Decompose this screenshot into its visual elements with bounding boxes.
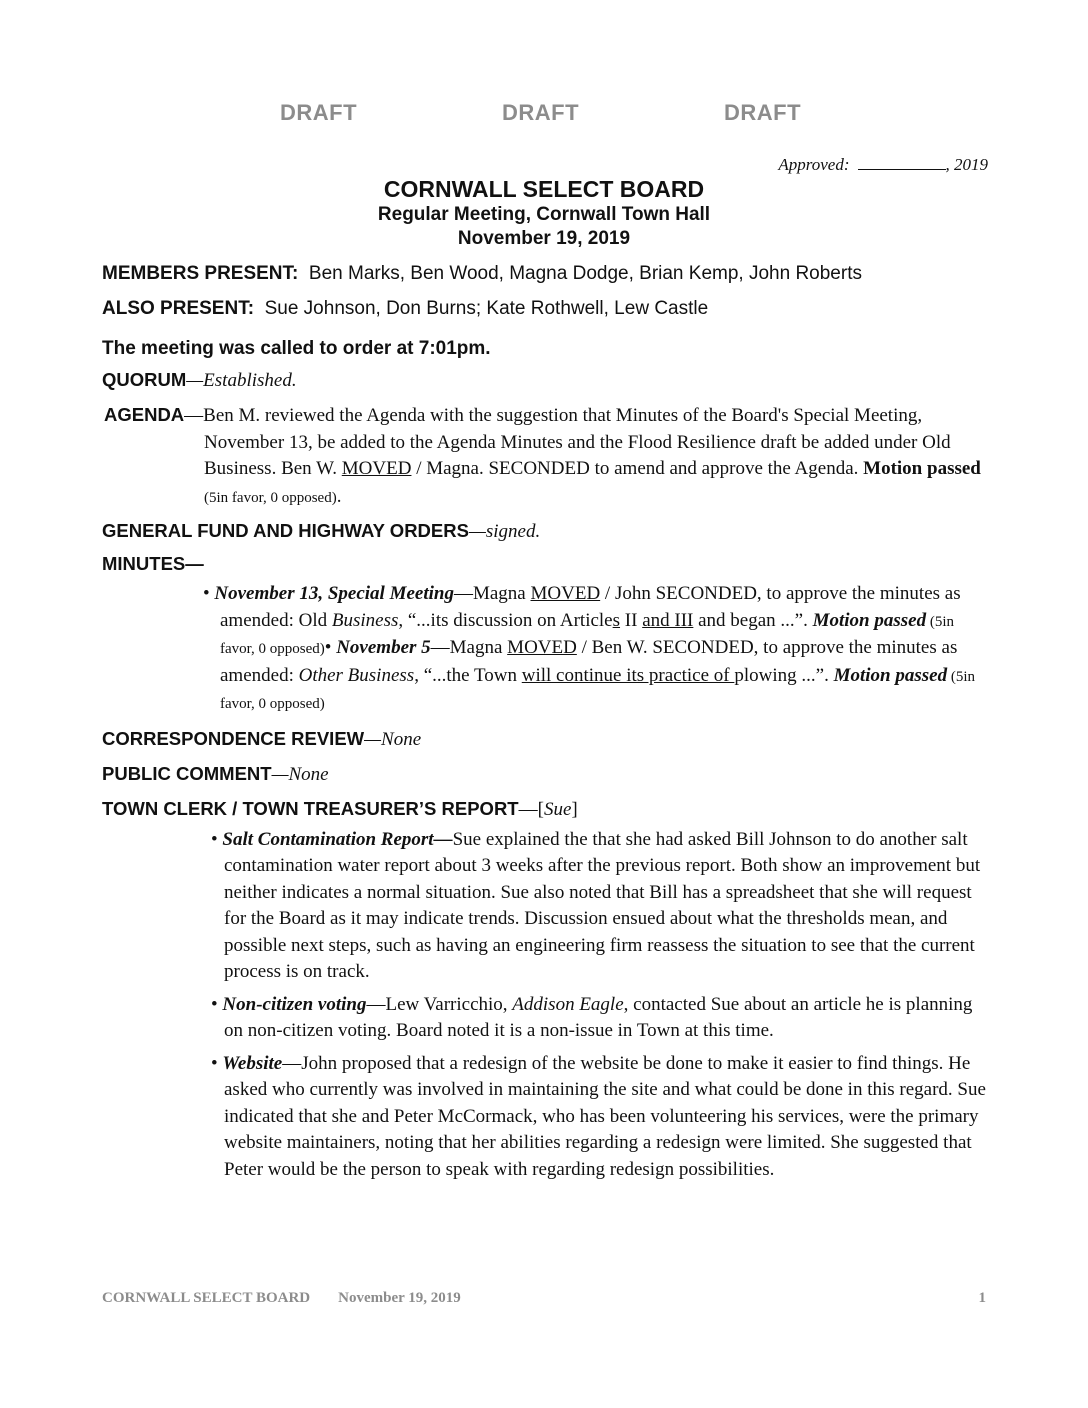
- nov13-and-iii: and III: [642, 609, 694, 631]
- public-comment-label: PUBLIC COMMENT: [102, 762, 272, 784]
- minutes-body: [102, 263, 992, 1183]
- orders-label: GENERAL FUND AND HIGHWAY ORDERS: [102, 520, 469, 541]
- nov5-moved: MOVED: [507, 637, 577, 658]
- draft-watermarks: [0, 100, 1088, 130]
- agenda-text: —Ben M. reviewed the Agenda with the suggestion that Minutes of the Board's Special Meeting, November 13, be added to the Agenda Minutes and the Flood Resilience draft be added under Old Business. Ben W.: [184, 405, 951, 479]
- also-present: [102, 298, 992, 320]
- approval-line: [778, 155, 988, 175]
- salt-title: Salt Contamination Report—: [222, 828, 453, 850]
- bullet: •: [211, 828, 218, 850]
- page-number: 1: [978, 1290, 986, 1306]
- orders-section: [102, 520, 992, 543]
- nov13-text-5: and began ...”.: [693, 609, 813, 631]
- draft-mark: DRAFT: [724, 100, 802, 125]
- bullet: •: [211, 1052, 218, 1074]
- document-subtitle: Regular Meeting, Cornwall Town Hall: [377, 204, 711, 225]
- nov5-will-continue: will continue its practice of: [521, 664, 735, 686]
- public-comment-section: [102, 763, 992, 786]
- clerk-close: ]: [571, 798, 578, 820]
- agenda-label: AGENDA: [104, 404, 185, 425]
- agenda-motion: Motion passed: [863, 458, 981, 479]
- clerk-section: [102, 798, 992, 821]
- nov5-text-4: plowing ...”.: [734, 664, 834, 686]
- nov5-motion: Motion passed: [833, 664, 948, 686]
- footer-date: November 19, 2019: [338, 1290, 461, 1306]
- agenda-text-2: / Magna. SECONDED to amend and approve the Agenda.: [411, 458, 864, 479]
- nov13-text-2: / John SECONDED, to approve the minutes as amended: Old: [220, 583, 961, 631]
- clerk-who: Sue: [543, 798, 572, 820]
- correspondence-label: CORRESPONDENCE REVIEW: [102, 727, 365, 749]
- voting-title: Non-citizen voting: [222, 993, 367, 1015]
- clerk-item-voting: [102, 992, 992, 1045]
- minutes-item: [102, 581, 992, 718]
- meeting-date: November 19, 2019: [457, 228, 631, 249]
- nov5-tally: (5in favor, 0 opposed): [220, 668, 976, 712]
- correspondence-text: —None: [364, 728, 422, 750]
- quorum-text: —Established.: [186, 370, 297, 391]
- clerk-label: TOWN CLERK / TOWN TREASURER’S REPORT: [102, 797, 519, 819]
- voting-pre: —Lew Varricchio,: [366, 993, 513, 1015]
- minutes-section: [102, 553, 992, 575]
- nov13-motion: Motion passed: [812, 609, 927, 631]
- members-present: [102, 263, 992, 285]
- agenda-end: .: [336, 485, 342, 507]
- bullet: •: [211, 993, 218, 1015]
- quorum-section: [102, 369, 992, 392]
- clerk-item-website: [102, 1051, 992, 1184]
- nov13-moved: MOVED: [530, 583, 601, 604]
- bullet: •: [203, 583, 210, 604]
- website-title: Website: [222, 1052, 283, 1074]
- page-footer: [102, 1290, 986, 1307]
- agenda-moved: MOVED: [341, 458, 412, 479]
- salt-text: Sue explained the that she had asked Bill Johnson to do another salt contamination water report about 3 weeks after the previous report. Both show an improvement but neither indicates a normal situation. Sue also noted that Bill has a spreadsheet that she will request for the Board as it may indicate trends. Discussion ensued about what the thresholds mean, and possible next steps, such as having an engineering firm reassess the situation to see that the current process is on track.: [224, 828, 981, 982]
- also-names: Sue Johnson, Don Burns; Kate Rothwell, Lew Castle: [264, 298, 709, 319]
- nov13-text-3: , “...its discussion on Article: [398, 609, 613, 631]
- nov5-text-3: , “...the Town: [414, 664, 522, 686]
- nov13-title: November 13, Special Meeting: [214, 583, 454, 604]
- approved-label: Approved:: [778, 155, 850, 174]
- nov13-s: s: [612, 609, 621, 631]
- call-to-order: [102, 338, 992, 360]
- also-label: ALSO PRESENT:: [102, 298, 255, 319]
- voting-paper: Addison Eagle: [512, 993, 624, 1015]
- public-comment-text: —None: [271, 763, 329, 785]
- approval-date-blank: [858, 155, 946, 170]
- nov13-text-4: II: [620, 609, 643, 631]
- draft-mark: DRAFT: [280, 100, 358, 125]
- quorum-label: QUORUM: [102, 369, 187, 390]
- minutes-label: MINUTES—: [102, 553, 204, 574]
- draft-mark: DRAFT: [502, 100, 580, 125]
- correspondence-section: [102, 728, 992, 751]
- nov13-text: —Magna: [453, 583, 531, 604]
- nov5-title: November 5: [331, 637, 431, 658]
- call-to-order-text: The meeting was called to order at 7:01pm.: [102, 338, 491, 359]
- nov5-other-business: Other Business: [298, 664, 415, 686]
- approved-year: , 2019: [945, 155, 988, 174]
- document-title: CORNWALL SELECT BOARD: [383, 176, 705, 202]
- agenda-tally: (5in favor, 0 opposed): [204, 489, 337, 506]
- agenda-section: [102, 402, 992, 511]
- document-header: [0, 175, 1088, 251]
- members-label: MEMBERS PRESENT:: [102, 263, 299, 284]
- footer-org: CORNWALL SELECT BOARD: [102, 1290, 311, 1306]
- nov13-tally: (5in favor, 0 opposed): [220, 613, 955, 657]
- website-text: —John proposed that a redesign of the website be done to make it easier to find things. He asked who currently was involved in maintaining the site and what could be done in this regard. Sue indicated that she and Peter McCormack, who has been volunteering his services, were the primary website maintainers, noting that her abilities regarding a redesign were limited. She suggested that Peter would be the person to speak with regarding redesign possibilities.: [224, 1052, 986, 1180]
- nov5-text-2: / Ben W. SECONDED, to approve the minutes as amended:: [220, 637, 958, 686]
- nov5-text: —Magna: [430, 637, 508, 658]
- clerk-item-salt: [102, 827, 992, 986]
- nov13-business: Business: [331, 609, 399, 631]
- members-names: Ben Marks, Ben Wood, Magna Dodge, Brian Kemp, John Roberts: [308, 263, 862, 284]
- clerk-dash: —[: [518, 798, 544, 820]
- voting-text: , contacted Sue about an article he is planning on non-citizen voting. Board noted it is a non-issue in Town at this time.: [224, 993, 973, 1041]
- bullet: •: [324, 637, 332, 658]
- orders-text: —signed.: [468, 521, 541, 542]
